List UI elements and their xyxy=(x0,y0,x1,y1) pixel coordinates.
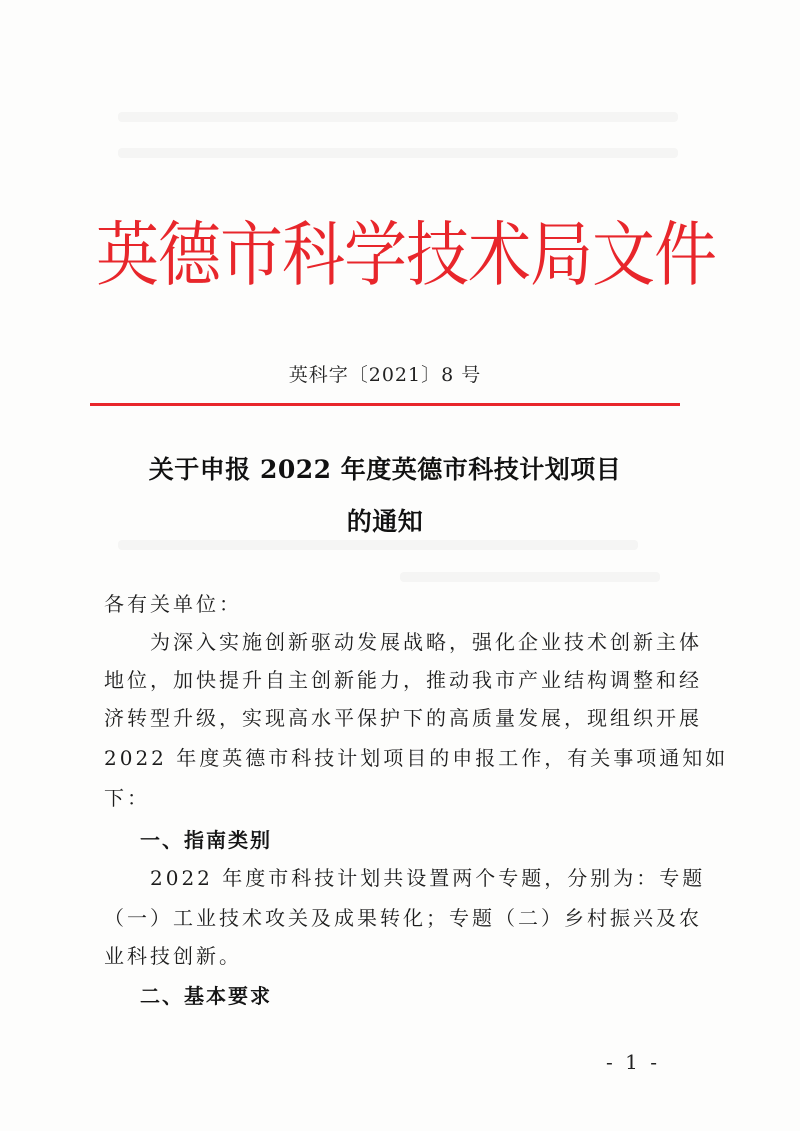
section-heading-1: 一、指南类别 xyxy=(140,828,272,852)
red-separator-line xyxy=(90,403,680,406)
paragraph-line: 为深入实施创新驱动发展战略，强化企业技术创新主体 xyxy=(104,630,702,654)
paragraph-line: 业科技创新。 xyxy=(104,944,242,968)
show-through-mark xyxy=(118,112,678,122)
document-title-line-1: 关于申报 2022 年度英德市科技计划项目 xyxy=(148,455,622,484)
show-through-mark xyxy=(400,572,660,582)
paragraph-line: 2022 年度市科技计划共设置两个专题，分别为：专题 xyxy=(104,866,706,890)
salutation: 各有关单位： xyxy=(104,592,242,616)
show-through-mark xyxy=(118,540,638,550)
document-number: 英科字〔2021〕8 号 xyxy=(288,364,482,386)
issuing-authority-header: 英德市科学技术局文件 xyxy=(96,213,716,296)
document-title-line-2: 的通知 xyxy=(346,507,424,536)
paragraph-line: 2022 年度英德市科技计划项目的申报工作，有关事项通知如 xyxy=(104,746,729,770)
section-heading-2: 二、基本要求 xyxy=(140,984,272,1008)
paragraph-line: 下： xyxy=(104,786,150,810)
paragraph-line: 地位，加快提升自主创新能力，推动我市产业结构调整和经 xyxy=(104,668,702,692)
page-number: - 1 - xyxy=(606,1050,660,1074)
paragraph-line: （一）工业技术攻关及成果转化；专题（二）乡村振兴及农 xyxy=(104,906,702,930)
paragraph-line: 济转型升级，实现高水平保护下的高质量发展，现组织开展 xyxy=(104,706,702,730)
show-through-mark xyxy=(118,148,678,158)
